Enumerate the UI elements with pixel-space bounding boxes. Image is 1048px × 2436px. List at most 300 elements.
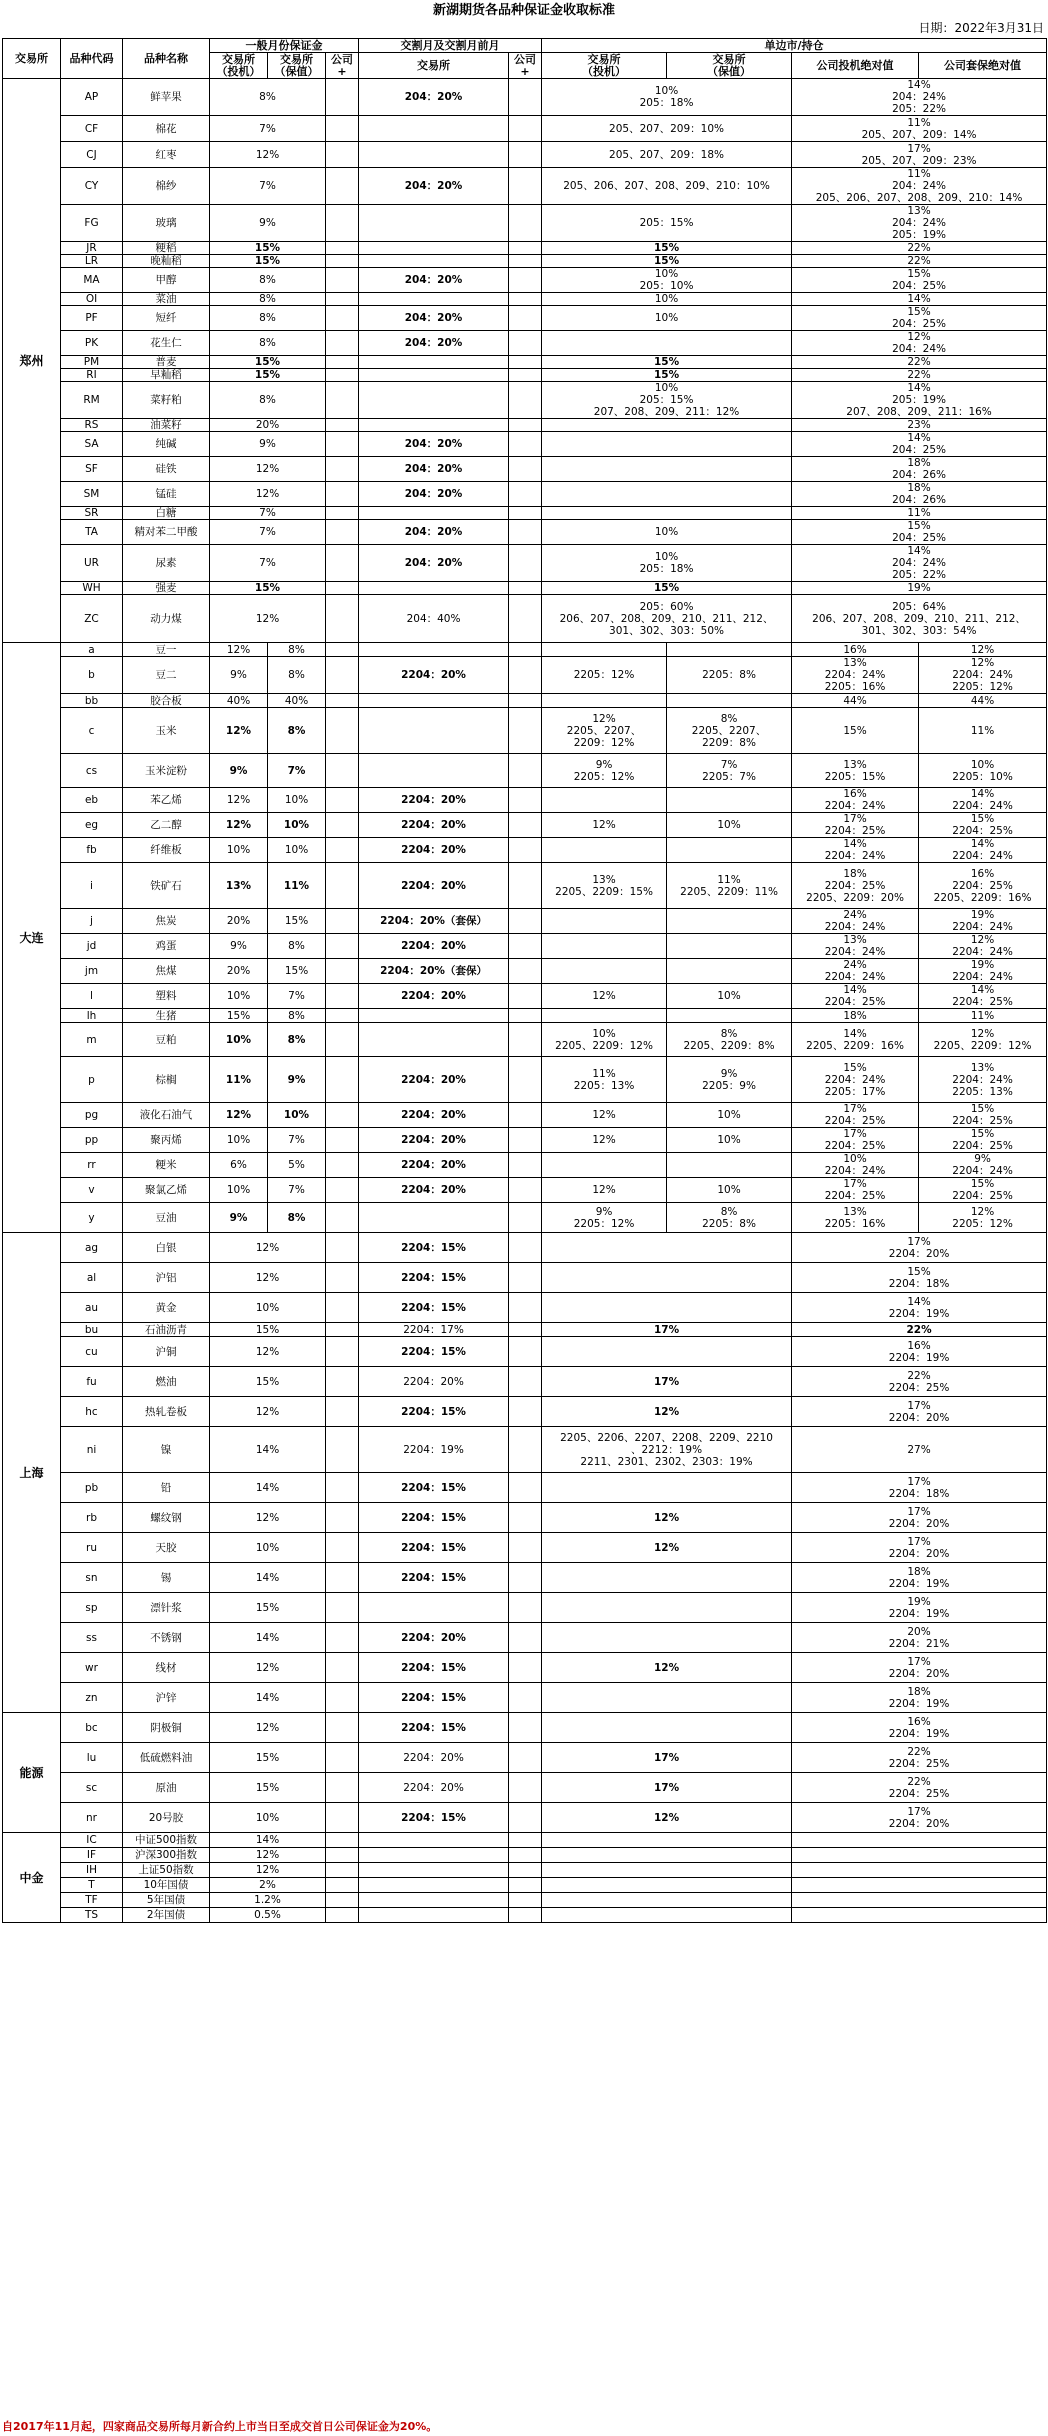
company-margin-cell: 20% 2204：21%	[792, 1623, 1047, 1653]
name-cell: 动力煤	[123, 595, 210, 643]
name-cell: 豆粕	[123, 1023, 210, 1057]
code-cell: lu	[61, 1743, 123, 1773]
single-spec-cell	[542, 1009, 667, 1023]
company-spec-cell: 14% 2204：25%	[792, 984, 919, 1009]
company-spec-cell: 15%	[792, 708, 919, 754]
general-spec-cell: 11%	[210, 1057, 268, 1103]
name-cell: 螺纹钢	[123, 1503, 210, 1533]
single-hedge-cell	[667, 838, 792, 863]
company-margin-cell: 14% 204：25%	[792, 432, 1047, 457]
header-single-spec: 交易所 （投机）	[542, 53, 667, 79]
delivery-margin-cell: 2204：20%	[359, 863, 509, 909]
delivery-company-cell	[509, 1337, 542, 1367]
table-row	[3, 369, 1047, 382]
delivery-company-cell	[509, 1367, 542, 1397]
name-cell: 阴极铜	[123, 1713, 210, 1743]
name-cell: 豆二	[123, 657, 210, 694]
code-cell: eb	[61, 788, 123, 813]
general-company-cell	[326, 1743, 359, 1773]
delivery-margin-cell	[359, 242, 509, 255]
company-hedge-cell: 11%	[919, 1009, 1047, 1023]
single-hedge-cell: 2205：8%	[667, 657, 792, 694]
single-exchange-cell: 15%	[542, 356, 792, 369]
table-row	[3, 1623, 1047, 1653]
name-cell: 焦炭	[123, 909, 210, 934]
general-company-cell	[326, 432, 359, 457]
company-margin-cell: 22%	[792, 356, 1047, 369]
single-hedge-cell	[667, 1153, 792, 1178]
general-company-cell	[326, 331, 359, 356]
single-exchange-cell: 15%	[542, 369, 792, 382]
table-row	[3, 242, 1047, 255]
single-exchange-cell	[542, 1337, 792, 1367]
name-cell: 聚丙烯	[123, 1128, 210, 1153]
delivery-company-cell	[509, 356, 542, 369]
table-row	[3, 205, 1047, 242]
delivery-margin-cell	[359, 1203, 509, 1233]
company-hedge-cell: 12% 2204：24%	[919, 934, 1047, 959]
delivery-margin-cell	[359, 116, 509, 142]
delivery-company-cell	[509, 1103, 542, 1128]
code-cell: j	[61, 909, 123, 934]
delivery-margin-cell: 2204：15%	[359, 1397, 509, 1427]
code-cell: LR	[61, 255, 123, 268]
name-cell: 聚氯乙烯	[123, 1178, 210, 1203]
code-cell: OI	[61, 293, 123, 306]
general-margin-cell: 12%	[210, 457, 326, 482]
general-margin-cell: 15%	[210, 1773, 326, 1803]
general-margin-cell: 12%	[210, 1848, 326, 1863]
single-exchange-cell	[542, 1473, 792, 1503]
delivery-company-cell	[509, 1153, 542, 1178]
delivery-company-cell	[509, 708, 542, 754]
delivery-company-cell	[509, 255, 542, 268]
single-exchange-cell: 10% 205：15% 207、208、209、211：12%	[542, 382, 792, 419]
company-spec-cell: 18%	[792, 1009, 919, 1023]
table-row	[3, 255, 1047, 268]
single-hedge-cell: 8% 2205：8%	[667, 1203, 792, 1233]
company-hedge-cell: 19% 2204：24%	[919, 909, 1047, 934]
single-exchange-cell: 205、206、207、208、209、210：10%	[542, 168, 792, 205]
code-cell: ZC	[61, 595, 123, 643]
delivery-company-cell	[509, 306, 542, 331]
header-delivery-month: 交割月及交割月前月	[359, 39, 542, 53]
general-company-cell	[326, 1128, 359, 1153]
company-spec-cell: 17% 2204：25%	[792, 1178, 919, 1203]
delivery-margin-cell: 2204：20%	[359, 1623, 509, 1653]
company-margin-cell: 22% 2204：25%	[792, 1743, 1047, 1773]
name-cell: 胶合板	[123, 694, 210, 708]
delivery-company-cell	[509, 331, 542, 356]
single-spec-cell: 11% 2205：13%	[542, 1057, 667, 1103]
general-company-cell	[326, 1848, 359, 1863]
company-hedge-cell: 44%	[919, 694, 1047, 708]
general-margin-cell: 15%	[210, 1593, 326, 1623]
delivery-company-cell	[509, 657, 542, 694]
delivery-company-cell	[509, 984, 542, 1009]
delivery-company-cell	[509, 694, 542, 708]
delivery-company-cell	[509, 242, 542, 255]
code-cell: jm	[61, 959, 123, 984]
company-margin-cell: 11%	[792, 507, 1047, 520]
general-company-cell	[326, 1263, 359, 1293]
delivery-margin-cell: 204：20%	[359, 268, 509, 293]
name-cell: 上证50指数	[123, 1863, 210, 1878]
general-margin-cell: 8%	[210, 268, 326, 293]
delivery-company-cell	[509, 1323, 542, 1337]
name-cell: 中证500指数	[123, 1833, 210, 1848]
company-margin-cell: 14% 204：24% 205：22%	[792, 79, 1047, 116]
delivery-margin-cell	[359, 582, 509, 595]
general-company-cell	[326, 1293, 359, 1323]
single-spec-cell	[542, 694, 667, 708]
general-margin-cell: 7%	[210, 545, 326, 582]
company-margin-cell: 17% 205、207、209：23%	[792, 142, 1047, 168]
general-margin-cell: 12%	[210, 1233, 326, 1263]
general-margin-cell: 12%	[210, 1337, 326, 1367]
single-exchange-cell: 12%	[542, 1503, 792, 1533]
code-cell: SF	[61, 457, 123, 482]
name-cell: 铅	[123, 1473, 210, 1503]
general-company-cell	[326, 79, 359, 116]
name-cell: 热轧卷板	[123, 1397, 210, 1427]
single-exchange-cell: 10%	[542, 306, 792, 331]
table-row	[3, 1128, 1047, 1153]
general-company-cell	[326, 1653, 359, 1683]
general-margin-cell: 9%	[210, 432, 326, 457]
delivery-margin-cell: 2204：20%	[359, 813, 509, 838]
single-spec-cell: 13% 2205、2209：15%	[542, 863, 667, 909]
single-hedge-cell	[667, 934, 792, 959]
table-row	[3, 268, 1047, 293]
company-margin-cell: 11% 204：24% 205、206、207、208、209、210：14%	[792, 168, 1047, 205]
table-row	[3, 694, 1047, 708]
company-hedge-cell: 10% 2205：10%	[919, 754, 1047, 788]
company-hedge-cell: 15% 2204：25%	[919, 1178, 1047, 1203]
general-hedge-cell: 9%	[268, 1057, 326, 1103]
single-exchange-cell	[542, 1683, 792, 1713]
table-row	[3, 432, 1047, 457]
table-row	[3, 545, 1047, 582]
name-cell: 液化石油气	[123, 1103, 210, 1128]
single-exchange-cell: 17%	[542, 1773, 792, 1803]
general-company-cell	[326, 268, 359, 293]
delivery-margin-cell	[359, 708, 509, 754]
delivery-company-cell	[509, 1893, 542, 1908]
general-spec-cell: 12%	[210, 708, 268, 754]
company-margin-cell: 18% 204：26%	[792, 457, 1047, 482]
delivery-margin-cell	[359, 694, 509, 708]
name-cell: 低硫燃料油	[123, 1743, 210, 1773]
code-cell: zn	[61, 1683, 123, 1713]
company-spec-cell: 44%	[792, 694, 919, 708]
general-company-cell	[326, 708, 359, 754]
single-exchange-cell: 17%	[542, 1367, 792, 1397]
delivery-company-cell	[509, 934, 542, 959]
general-margin-cell: 2%	[210, 1878, 326, 1893]
general-margin-cell: 15%	[210, 369, 326, 382]
general-hedge-cell: 7%	[268, 984, 326, 1009]
general-margin-cell: 15%	[210, 1323, 326, 1337]
general-margin-cell: 12%	[210, 1263, 326, 1293]
delivery-company-cell	[509, 1743, 542, 1773]
general-company-cell	[326, 1593, 359, 1623]
table-row	[3, 1833, 1047, 1848]
delivery-margin-cell	[359, 754, 509, 788]
code-cell: cu	[61, 1337, 123, 1367]
delivery-company-cell	[509, 1263, 542, 1293]
name-cell: 棕榈	[123, 1057, 210, 1103]
general-company-cell	[326, 1023, 359, 1057]
code-cell: RM	[61, 382, 123, 419]
code-cell: v	[61, 1178, 123, 1203]
single-spec-cell	[542, 838, 667, 863]
delivery-margin-cell: 2204：20%（套保）	[359, 959, 509, 984]
table-row	[3, 1533, 1047, 1563]
general-hedge-cell: 10%	[268, 813, 326, 838]
exchange-cell: 中金	[3, 1833, 61, 1923]
code-cell: nr	[61, 1803, 123, 1833]
header-delivery-exchange: 交易所	[359, 53, 509, 79]
delivery-margin-cell: 2204：15%	[359, 1233, 509, 1263]
margin-table	[2, 38, 1047, 1923]
general-company-cell	[326, 1863, 359, 1878]
table-row	[3, 457, 1047, 482]
name-cell: 白糖	[123, 507, 210, 520]
code-cell: UR	[61, 545, 123, 582]
delivery-company-cell	[509, 1773, 542, 1803]
delivery-margin-cell	[359, 142, 509, 168]
general-hedge-cell: 10%	[268, 788, 326, 813]
general-spec-cell: 9%	[210, 1203, 268, 1233]
company-hedge-cell: 14% 2204：24%	[919, 788, 1047, 813]
general-hedge-cell: 8%	[268, 1009, 326, 1023]
general-margin-cell: 15%	[210, 356, 326, 369]
code-cell: SM	[61, 482, 123, 507]
delivery-margin-cell	[359, 205, 509, 242]
name-cell: 粳稻	[123, 242, 210, 255]
table-row	[3, 1153, 1047, 1178]
company-spec-cell: 17% 2204：25%	[792, 1128, 919, 1153]
general-margin-cell: 14%	[210, 1563, 326, 1593]
table-row	[3, 356, 1047, 369]
general-hedge-cell: 11%	[268, 863, 326, 909]
general-spec-cell: 10%	[210, 838, 268, 863]
table-row	[3, 582, 1047, 595]
single-exchange-cell: 15%	[542, 255, 792, 268]
general-spec-cell: 9%	[210, 754, 268, 788]
single-exchange-cell: 10% 205：18%	[542, 79, 792, 116]
code-cell: TF	[61, 1893, 123, 1908]
delivery-company-cell	[509, 457, 542, 482]
delivery-company-cell	[509, 909, 542, 934]
delivery-company-cell	[509, 1653, 542, 1683]
general-spec-cell: 9%	[210, 934, 268, 959]
single-spec-cell: 9% 2205：12%	[542, 1203, 667, 1233]
company-margin-cell: 19% 2204：19%	[792, 1593, 1047, 1623]
table-body	[3, 79, 1047, 1923]
general-margin-cell: 12%	[210, 142, 326, 168]
table-row	[3, 520, 1047, 545]
name-cell: 纯碱	[123, 432, 210, 457]
code-cell: cs	[61, 754, 123, 788]
single-exchange-cell	[542, 1833, 792, 1848]
name-cell: 锰硅	[123, 482, 210, 507]
company-hedge-cell: 15% 2204：25%	[919, 1103, 1047, 1128]
code-cell: p	[61, 1057, 123, 1103]
general-margin-cell: 12%	[210, 1713, 326, 1743]
company-hedge-cell: 14% 2204：25%	[919, 984, 1047, 1009]
table-row	[3, 595, 1047, 643]
single-hedge-cell: 10%	[667, 1128, 792, 1153]
table-row	[3, 959, 1047, 984]
general-company-cell	[326, 643, 359, 657]
code-cell: y	[61, 1203, 123, 1233]
table-row	[3, 1743, 1047, 1773]
company-margin-cell	[792, 1878, 1047, 1893]
single-spec-cell	[542, 643, 667, 657]
table-row	[3, 708, 1047, 754]
company-margin-cell: 22% 2204：25%	[792, 1367, 1047, 1397]
general-company-cell	[326, 1833, 359, 1848]
general-company-cell	[326, 520, 359, 545]
name-cell: 豆油	[123, 1203, 210, 1233]
general-spec-cell: 10%	[210, 1128, 268, 1153]
general-company-cell	[326, 582, 359, 595]
delivery-margin-cell: 2204：17%	[359, 1323, 509, 1337]
company-spec-cell: 18% 2204：25% 2205、2209：20%	[792, 863, 919, 909]
company-margin-cell: 205：64% 206、207、208、209、210、211、212、 301、302、303：54%	[792, 595, 1047, 643]
general-company-cell	[326, 909, 359, 934]
delivery-margin-cell	[359, 369, 509, 382]
general-company-cell	[326, 507, 359, 520]
code-cell: lh	[61, 1009, 123, 1023]
general-margin-cell: 12%	[210, 1397, 326, 1427]
general-company-cell	[326, 242, 359, 255]
delivery-margin-cell	[359, 1009, 509, 1023]
delivery-company-cell	[509, 268, 542, 293]
general-hedge-cell: 8%	[268, 1203, 326, 1233]
code-cell: m	[61, 1023, 123, 1057]
single-hedge-cell	[667, 1009, 792, 1023]
single-exchange-cell	[542, 1863, 792, 1878]
table-row	[3, 142, 1047, 168]
general-margin-cell: 7%	[210, 116, 326, 142]
delivery-margin-cell: 2204：20%	[359, 1103, 509, 1128]
name-cell: 强麦	[123, 582, 210, 595]
general-company-cell	[326, 1203, 359, 1233]
header-general-spec: 交易所 （投机）	[210, 53, 268, 79]
general-spec-cell: 12%	[210, 788, 268, 813]
delivery-margin-cell	[359, 1908, 509, 1923]
header-name: 品种名称	[123, 39, 210, 79]
single-exchange-cell: 10% 205：10%	[542, 268, 792, 293]
name-cell: 2年国债	[123, 1908, 210, 1923]
general-company-cell	[326, 1878, 359, 1893]
company-spec-cell: 13% 2205：15%	[792, 754, 919, 788]
company-hedge-cell: 12%	[919, 643, 1047, 657]
general-company-cell	[326, 813, 359, 838]
table-row	[3, 116, 1047, 142]
single-hedge-cell	[667, 643, 792, 657]
table-row	[3, 1023, 1047, 1057]
company-hedge-cell: 12% 2205：12%	[919, 1203, 1047, 1233]
single-exchange-cell	[542, 419, 792, 432]
general-hedge-cell: 10%	[268, 838, 326, 863]
general-spec-cell: 40%	[210, 694, 268, 708]
code-cell: i	[61, 863, 123, 909]
general-company-cell	[326, 419, 359, 432]
header-single-hedge: 交易所 （保值）	[667, 53, 792, 79]
delivery-margin-cell: 204：20%	[359, 306, 509, 331]
company-margin-cell: 19%	[792, 582, 1047, 595]
table-row	[3, 419, 1047, 432]
single-exchange-cell	[542, 1233, 792, 1263]
code-cell: rb	[61, 1503, 123, 1533]
table-row	[3, 1397, 1047, 1427]
single-hedge-cell: 9% 2205：9%	[667, 1057, 792, 1103]
single-exchange-cell: 12%	[542, 1533, 792, 1563]
name-cell: 棉纱	[123, 168, 210, 205]
general-spec-cell: 10%	[210, 1023, 268, 1057]
table-row	[3, 79, 1047, 116]
code-cell: bc	[61, 1713, 123, 1743]
general-margin-cell: 14%	[210, 1473, 326, 1503]
company-margin-cell: 13% 204：24% 205：19%	[792, 205, 1047, 242]
delivery-company-cell	[509, 1503, 542, 1533]
name-cell: 沪铜	[123, 1337, 210, 1367]
delivery-margin-cell: 2204：15%	[359, 1337, 509, 1367]
general-margin-cell: 12%	[210, 595, 326, 643]
single-exchange-cell	[542, 1563, 792, 1593]
name-cell: 苯乙烯	[123, 788, 210, 813]
table-row	[3, 1863, 1047, 1878]
code-cell: pp	[61, 1128, 123, 1153]
single-exchange-cell: 10%	[542, 293, 792, 306]
single-exchange-cell	[542, 1713, 792, 1743]
delivery-company-cell	[509, 545, 542, 582]
name-cell: 油菜籽	[123, 419, 210, 432]
general-margin-cell: 8%	[210, 382, 326, 419]
single-exchange-cell	[542, 331, 792, 356]
name-cell: 焦煤	[123, 959, 210, 984]
delivery-company-cell	[509, 1397, 542, 1427]
general-margin-cell: 15%	[210, 242, 326, 255]
code-cell: fb	[61, 838, 123, 863]
general-company-cell	[326, 1533, 359, 1563]
single-exchange-cell	[542, 1848, 792, 1863]
general-company-cell	[326, 934, 359, 959]
delivery-margin-cell: 2204：15%	[359, 1503, 509, 1533]
table-row	[3, 1683, 1047, 1713]
delivery-margin-cell: 2204：15%	[359, 1653, 509, 1683]
name-cell: 普麦	[123, 356, 210, 369]
general-company-cell	[326, 1503, 359, 1533]
name-cell: 10年国债	[123, 1878, 210, 1893]
name-cell: 红枣	[123, 142, 210, 168]
general-company-cell	[326, 306, 359, 331]
general-company-cell	[326, 1908, 359, 1923]
company-margin-cell: 12% 204：24%	[792, 331, 1047, 356]
general-hedge-cell: 8%	[268, 1023, 326, 1057]
name-cell: 锡	[123, 1563, 210, 1593]
delivery-company-cell	[509, 369, 542, 382]
table-row	[3, 1773, 1047, 1803]
delivery-margin-cell: 2204：15%	[359, 1473, 509, 1503]
delivery-margin-cell: 204：20%	[359, 168, 509, 205]
single-exchange-cell: 205、207、209：18%	[542, 142, 792, 168]
general-margin-cell: 10%	[210, 1803, 326, 1833]
